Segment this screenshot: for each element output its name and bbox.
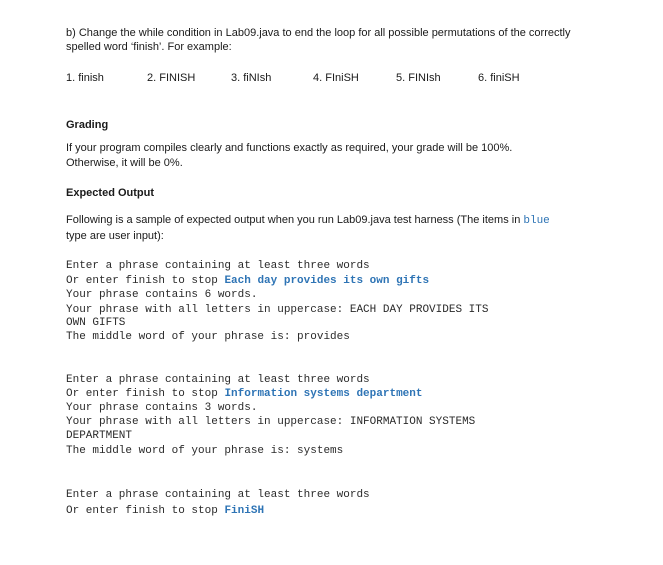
permutation-6: 6. finiSH [478,72,520,84]
sample2-prompt-2 [66,387,422,401]
permutation-1: 1. finish [66,72,104,84]
sample3-prompt-2-text: Or enter finish to stop [66,505,225,517]
grading-heading: Grading [66,119,109,131]
blue-word: blue [523,215,550,227]
sample2-output-2a: Your phrase with all letters in uppercase: INFORMATION SYSTEMS [66,416,476,428]
expected-line-1-text: Following is a sample of expected output when you run Lab09.java test harness (The items in [66,214,524,226]
expected-output-heading: Expected Output [66,187,155,199]
sample2-prompt-2-text: Or enter finish to stop [66,388,225,400]
sample2-output-3: The middle word of your phrase is: systems [66,445,344,457]
grading-line-2: Otherwise, it will be 0%. [66,157,183,169]
sample3-prompt-2 [66,504,264,518]
sample1-prompt-2 [66,274,429,288]
sample1-prompt-1: Enter a phrase containing at least three words [66,260,370,272]
sample1-output-1: Your phrase contains 6 words. [66,289,258,301]
sample1-user-input: Each day provides its own gifts [224,275,430,287]
grading-line-1: If your program compiles clearly and functions exactly as required, your grade will be 100%. [66,142,513,154]
sample1-prompt-2-text: Or enter finish to stop [66,275,225,287]
sample1-output-2a: Your phrase with all letters in uppercase: EACH DAY PROVIDES ITS [66,304,489,316]
expected-line-2: type are user input): [66,230,164,242]
permutation-5: 5. FINIsh [396,72,441,84]
sample1-output-2b: OWN GIFTS [66,317,126,329]
sample2-output-2b: DEPARTMENT [66,430,133,442]
sample2-output-1: Your phrase contains 3 words. [66,402,258,414]
permutation-2: 2. FINISH [147,72,196,84]
sample1-output-3: The middle word of your phrase is: provides [66,331,350,343]
sample2-user-input: Information systems department [224,388,423,400]
permutation-4: 4. FIniSH [313,72,359,84]
sample2-prompt-1: Enter a phrase containing at least three words [66,374,370,386]
intro-line-1: b) Change the while condition in Lab09.java to end the loop for all possible permutations of the correctly [66,27,571,39]
intro-line-2: spelled word ‘finish’. For example: [66,41,232,53]
permutation-3: 3. fiNIsh [231,72,272,84]
sample3-user-input: FiniSH [224,505,265,517]
sample3-prompt-1: Enter a phrase containing at least three words [66,489,370,501]
expected-line-1 [66,213,550,229]
